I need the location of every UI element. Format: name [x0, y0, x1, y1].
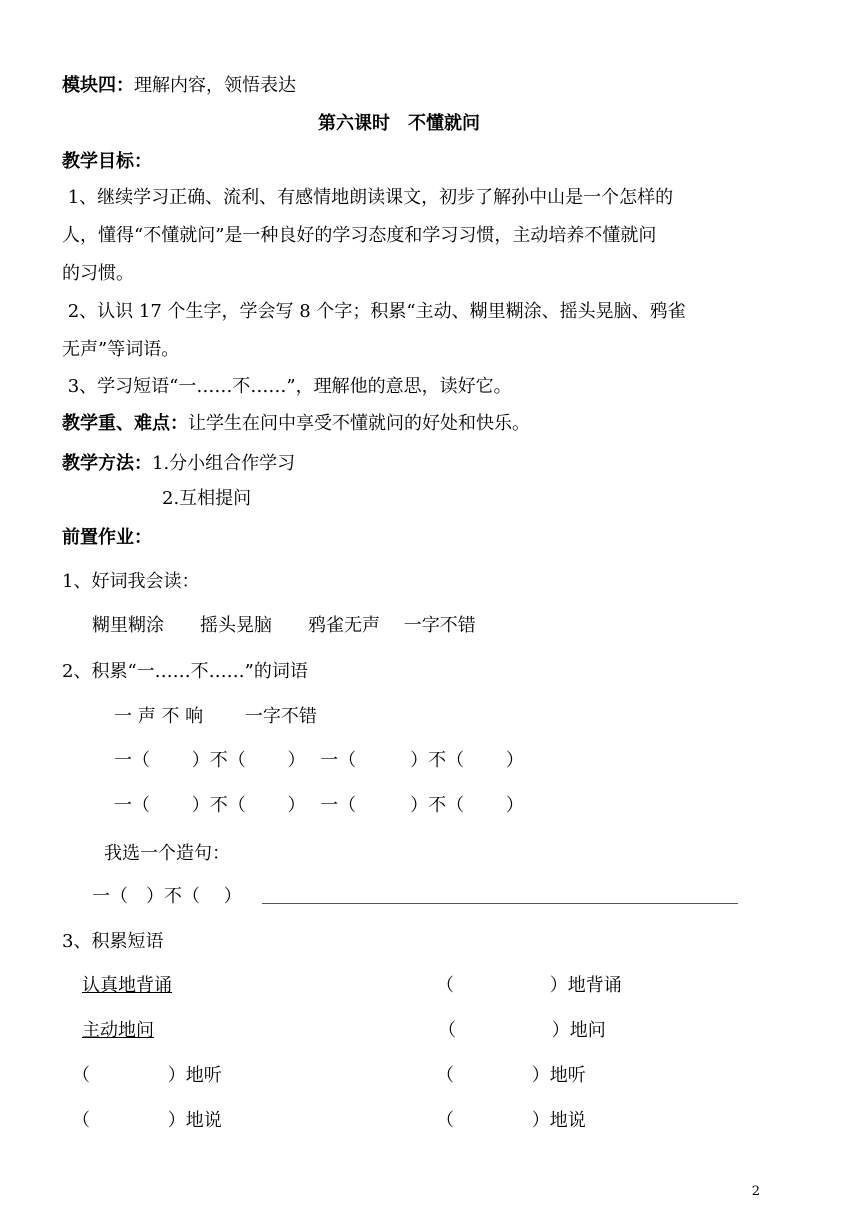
key-points-text: 让学生在问中享受不懂就问的好处和快乐。	[188, 413, 530, 434]
homework-q2: 2、积累“一……不……”的词语	[62, 661, 308, 682]
objective-1-line-3: 的习惯。	[62, 263, 134, 284]
homework-q2-blank-row-1: 一（ ）不（ ） 一（ ）不（ ）	[114, 750, 524, 771]
phrase-right-4: （ ）地说	[436, 1110, 586, 1131]
objectives-heading: 教学目标：	[62, 151, 152, 172]
homework-heading: 前置作业：	[62, 527, 152, 548]
page-number: 2	[751, 1184, 760, 1199]
objective-2-line-2: 无声”等词语。	[62, 339, 180, 360]
method-2: 2.互相提问	[162, 488, 252, 509]
key-points-label: 教学重、难点：	[62, 413, 188, 434]
lesson-title: 第六课时 不懂就问	[318, 113, 480, 134]
module-text: 理解内容，领悟表达	[134, 75, 296, 96]
homework-q2-examples: 一 声 不 响 一字不错	[114, 706, 317, 727]
phrase-right-2: （ ）地问	[438, 1020, 606, 1041]
homework-q2-blank-row-2: 一（ ）不（ ） 一（ ）不（ ）	[114, 795, 524, 816]
homework-q2-sentence-blank: 一（ ）不（ ）	[92, 886, 242, 907]
phrase-left-4: （ ）地说	[72, 1110, 222, 1131]
homework-q3: 3、积累短语	[62, 931, 164, 952]
method-1: 1.分小组合作学习	[152, 453, 296, 474]
homework-q1-words: 糊里糊涂 摇头晃脑 鸦雀无声 一字不错	[92, 615, 476, 636]
objective-2-line-1: 2、认识 17 个生字，学会写 8 个字；积累“主动、糊里糊涂、摇头晃脑、鸦雀	[62, 301, 686, 322]
key-points	[62, 412, 530, 436]
objective-1-line-1: 1、继续学习正确、流利、有感情地朗读课文，初步了解孙中山是一个怎样的	[62, 187, 674, 208]
methods-label: 教学方法：	[62, 453, 152, 474]
module-label: 模块四：	[62, 75, 134, 96]
module-heading	[62, 74, 296, 98]
objective-3: 3、学习短语“一……不……”，理解他的意思，读好它。	[62, 376, 512, 397]
phrase-left-2: 主动地问	[82, 1020, 154, 1041]
phrase-left-1: 认真地背诵	[82, 975, 172, 996]
methods	[62, 452, 295, 476]
phrase-right-1: （ ）地背诵	[436, 975, 622, 996]
phrase-left-3: （ ）地听	[72, 1065, 222, 1086]
sentence-answer-line	[262, 903, 738, 904]
objective-1-line-2: 人，懂得“不懂就问”是一种良好的学习态度和学习习惯，主动培养不懂就问	[62, 225, 657, 246]
phrase-right-3: （ ）地听	[436, 1065, 586, 1086]
homework-q1: 1、好词我会读：	[62, 571, 200, 592]
homework-q2-sentence-prompt: 我选一个造句：	[104, 843, 230, 864]
